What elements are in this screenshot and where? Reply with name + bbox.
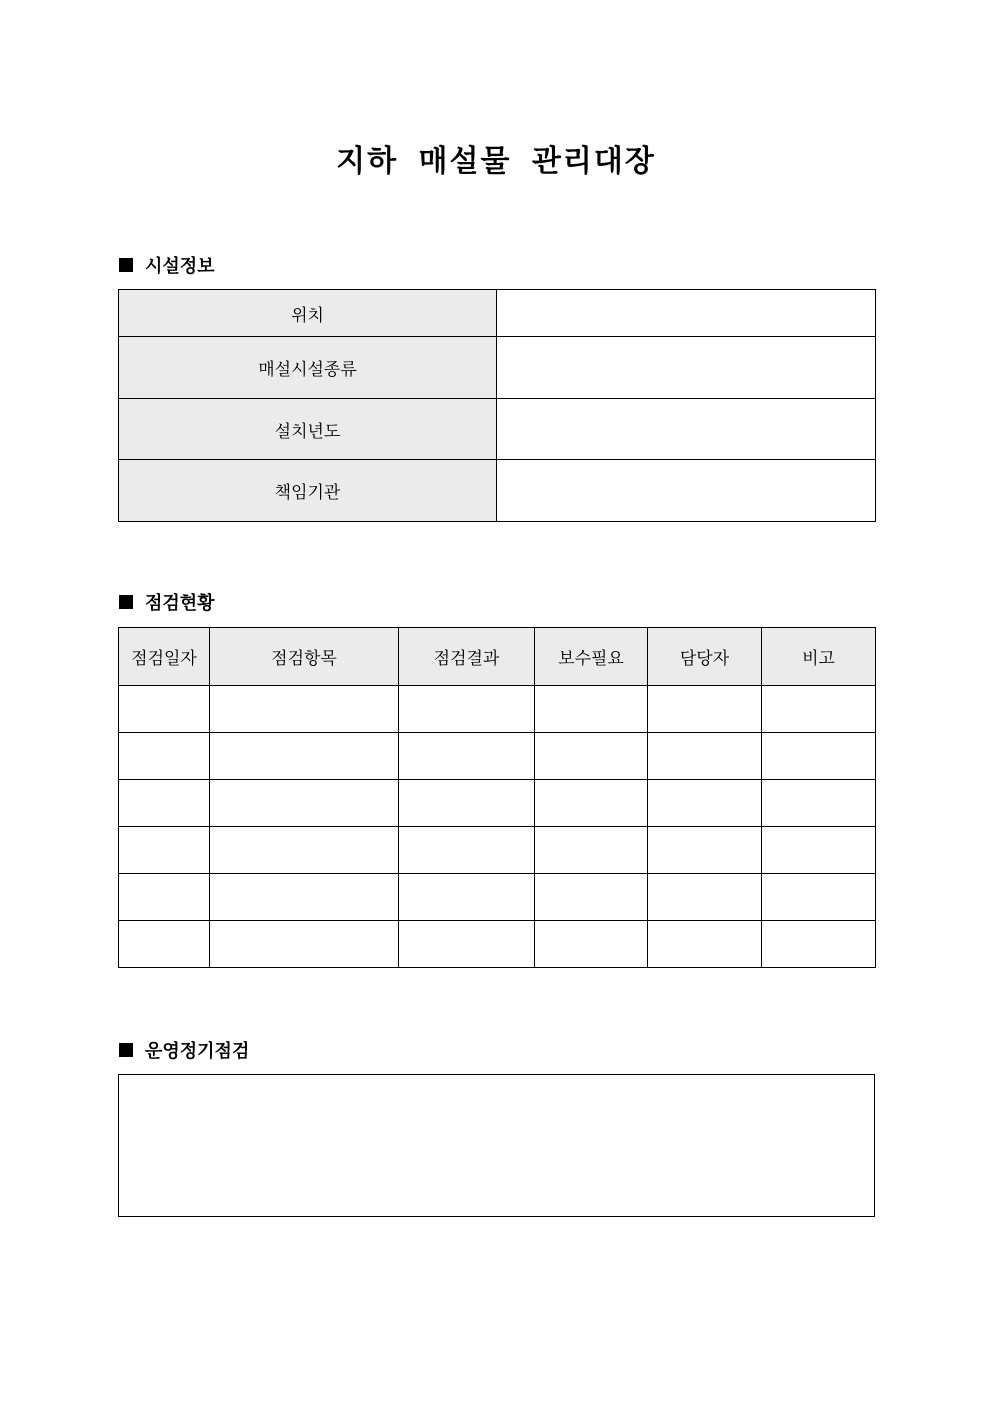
table-cell[interactable] bbox=[762, 874, 876, 921]
table-cell[interactable] bbox=[210, 733, 399, 780]
facility-row-location bbox=[119, 290, 876, 337]
table-row bbox=[119, 874, 876, 921]
inspection-header-row bbox=[119, 628, 876, 686]
facility-label-type: 매설시설종류 bbox=[119, 337, 497, 399]
table-cell[interactable] bbox=[399, 874, 535, 921]
facility-label-year: 설치년도 bbox=[119, 399, 497, 460]
column-header-manager: 담당자 bbox=[648, 628, 762, 686]
table-cell[interactable] bbox=[762, 827, 876, 874]
inspection-table bbox=[118, 627, 876, 968]
table-cell[interactable] bbox=[762, 921, 876, 968]
table-cell[interactable] bbox=[648, 827, 762, 874]
column-header-repair: 보수필요 bbox=[535, 628, 648, 686]
facility-row-year bbox=[119, 399, 876, 460]
facility-row-type bbox=[119, 337, 876, 399]
table-row bbox=[119, 780, 876, 827]
table-cell[interactable] bbox=[210, 827, 399, 874]
table-cell[interactable] bbox=[762, 733, 876, 780]
table-cell[interactable] bbox=[210, 921, 399, 968]
square-bullet-icon bbox=[119, 1043, 133, 1057]
facility-label-location: 위치 bbox=[119, 290, 497, 337]
regular-inspection-heading bbox=[119, 1038, 249, 1062]
table-cell[interactable] bbox=[119, 921, 210, 968]
table-cell[interactable] bbox=[535, 733, 648, 780]
facility-row-agency bbox=[119, 460, 876, 522]
table-cell[interactable] bbox=[648, 874, 762, 921]
table-cell[interactable] bbox=[399, 921, 535, 968]
facility-value-agency[interactable] bbox=[497, 460, 876, 522]
facility-value-location[interactable] bbox=[497, 290, 876, 337]
table-cell[interactable] bbox=[648, 780, 762, 827]
facility-info-heading bbox=[119, 253, 215, 277]
column-header-note: 비고 bbox=[762, 628, 876, 686]
table-cell[interactable] bbox=[210, 686, 399, 733]
table-row bbox=[119, 686, 876, 733]
table-cell[interactable] bbox=[535, 686, 648, 733]
table-cell[interactable] bbox=[535, 921, 648, 968]
facility-info-table bbox=[118, 289, 876, 522]
table-cell[interactable] bbox=[648, 921, 762, 968]
facility-info-heading-label: 시설정보 bbox=[145, 256, 215, 277]
table-cell[interactable] bbox=[119, 733, 210, 780]
table-row bbox=[119, 827, 876, 874]
facility-value-type[interactable] bbox=[497, 337, 876, 399]
column-header-result: 점검결과 bbox=[399, 628, 535, 686]
table-cell[interactable] bbox=[399, 733, 535, 780]
square-bullet-icon bbox=[119, 595, 133, 609]
table-cell[interactable] bbox=[119, 780, 210, 827]
table-cell[interactable] bbox=[119, 827, 210, 874]
page-title: 지하 매설물 관리대장 bbox=[336, 144, 656, 179]
table-cell[interactable] bbox=[535, 780, 648, 827]
table-cell[interactable] bbox=[535, 874, 648, 921]
inspection-status-heading-label: 점검현황 bbox=[145, 593, 215, 614]
table-cell[interactable] bbox=[399, 827, 535, 874]
table-cell[interactable] bbox=[210, 780, 399, 827]
table-row bbox=[119, 733, 876, 780]
column-header-date: 점검일자 bbox=[119, 628, 210, 686]
table-cell[interactable] bbox=[210, 874, 399, 921]
table-cell[interactable] bbox=[535, 827, 648, 874]
table-cell[interactable] bbox=[762, 686, 876, 733]
facility-value-year[interactable] bbox=[497, 399, 876, 460]
table-cell[interactable] bbox=[399, 686, 535, 733]
facility-label-agency: 책임기관 bbox=[119, 460, 497, 522]
column-header-item: 점검항목 bbox=[210, 628, 399, 686]
inspection-status-heading bbox=[119, 590, 215, 614]
table-cell[interactable] bbox=[399, 780, 535, 827]
table-cell[interactable] bbox=[119, 686, 210, 733]
table-cell[interactable] bbox=[648, 733, 762, 780]
regular-inspection-box[interactable] bbox=[118, 1074, 875, 1217]
table-cell[interactable] bbox=[119, 874, 210, 921]
table-cell[interactable] bbox=[762, 780, 876, 827]
table-cell[interactable] bbox=[648, 686, 762, 733]
square-bullet-icon bbox=[119, 258, 133, 272]
table-row bbox=[119, 921, 876, 968]
regular-inspection-heading-label: 운영정기점검 bbox=[145, 1041, 250, 1062]
